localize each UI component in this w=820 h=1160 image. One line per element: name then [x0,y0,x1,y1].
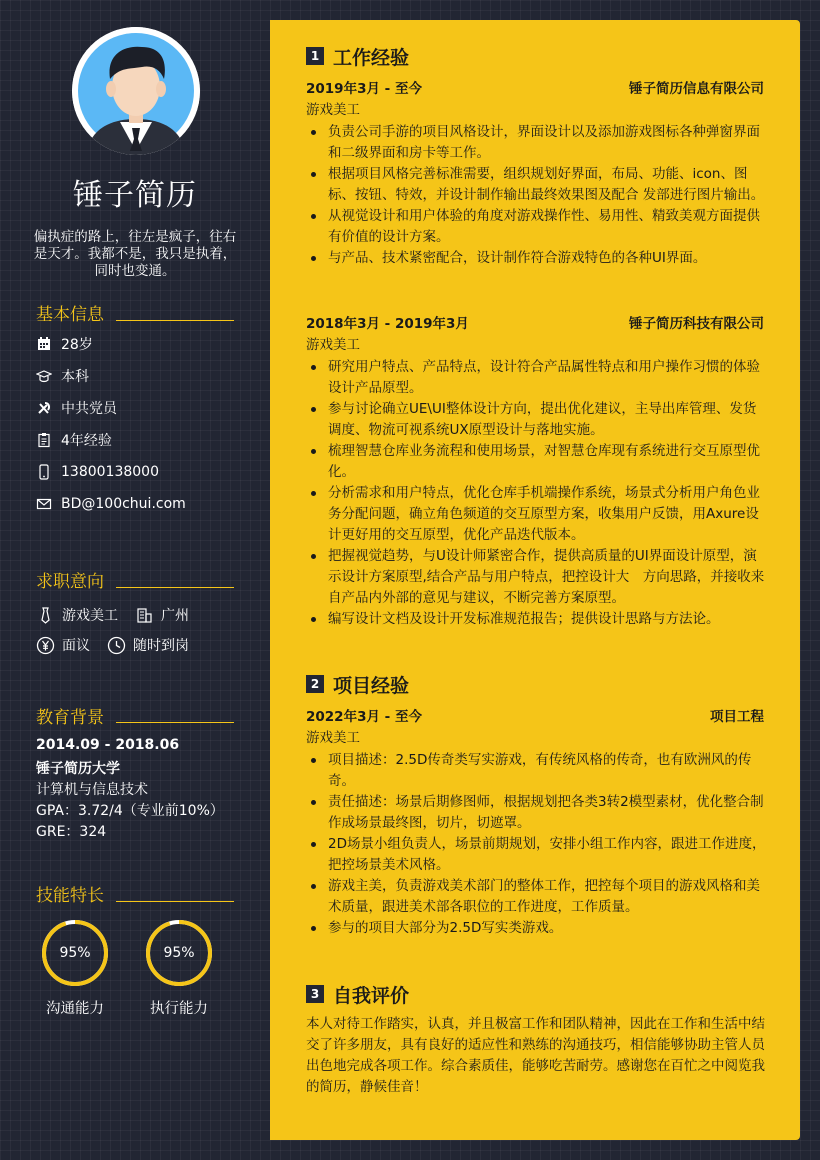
job-role: 游戏美工 [306,102,360,118]
list-item: 参与的项目大部分为2.5D写实类游戏。 [306,918,766,939]
sidebar [0,0,270,1160]
section-title: 工作经验 [333,46,410,69]
job-duties [306,122,766,269]
calendar-icon [36,336,52,352]
info-email[interactable] [36,494,186,514]
skills-title: 技能特长 [36,886,104,906]
job-intent-title: 求职意向 [36,572,104,592]
job-company: 锤子简历信息有限公司 [629,81,764,97]
info-degree [36,366,89,386]
intent-city [135,604,189,626]
motto: 偏执症的路上，往左是疯子，往右是天才。我都不是，我只是执着，同时也变通。 [33,229,237,279]
education-period: 2014.09 - 2018.06 [36,737,180,753]
list-item: 把握视觉趋势，与U设计师紧密合作，提供高质量的UI界面设计原型，演示设计方案原型,结合产品与用户特点，把控设计大 方向思路，并接收来自产品内外部的意见与建议，不断完善方案原型。 [306,546,766,609]
skill-percent: 95% [163,945,195,961]
project-date: 2022年3月 - 至今 [306,709,422,725]
intent-position [36,604,118,626]
list-item: 负责公司手游的项目风格设计，界面设计以及添加游戏图标各种弹窗界面和二级界面和房卡等工作。 [306,122,766,164]
intent-position-text: 游戏美工 [62,608,118,624]
education-gre: GRE：324 [36,824,107,840]
info-experience-text: 4年经验 [61,433,112,449]
candidate-name: 锤子简历 [73,178,197,213]
list-item: 2D场景小组负责人，场景前期规划，安排小组工作内容，跟进工作进度，把控场景美术风格。 [306,834,766,876]
work-section-header [306,44,409,68]
intent-salary [36,634,90,656]
info-age-text: 28岁 [61,337,93,353]
list-item: 参与讨论确立UE\UI整体设计方向，提出优化建议，主导出库管理、发货调度、物流可视系统UX原型设计与落地实施。 [306,399,766,441]
list-item: 研究用户特点、产品特点，设计符合产品属性特点和用户操作习惯的体验设计产品原型。 [306,357,766,399]
education-gpa: GPA：3.72/4（专业前10%） [36,803,224,819]
project-name: 项目工程 [710,709,764,725]
list-item: 根据项目风格完善标准需要，组织规划好界面，布局、功能、icon、图标、按钮、特效，并设计制作输出最终效果图及配合 发部进行图片输出。 [306,164,766,206]
section-number: 2 [306,675,324,693]
project-duties [306,750,766,939]
self-evaluation-text: 本人对待工作踏实，认真，并且极富工作和团队精神，因此在工作和生活中结交了许多朋友，具有良好的适应性和熟练的沟通技巧，相信能够协助主管人员出色地完成各项工作。综合素质佳，能够吃苦耐劳。感谢您在百忙之中阅览我的简历，静候佳音！ [306,1016,765,1095]
list-item: 梳理智慧仓库业务流程和使用场景，对智慧仓库现有系统进行交互原型优化。 [306,441,766,483]
skill-name: 沟通能力 [46,1001,104,1017]
info-politics-text: 中共党员 [61,401,117,417]
avatar [72,27,200,155]
phone-icon [36,464,52,480]
mail-icon [36,496,52,512]
education-major: 计算机与信息技术 [36,782,148,798]
list-item: 游戏主美，负责游戏美术部门的整体工作，把控每个项目的游戏风格和美术质量，跟进美术部各职位的工作进度，工作质量。 [306,876,766,918]
intent-city-text: 广州 [161,608,189,624]
main-panel [270,20,800,1140]
self-section-header [306,982,409,1006]
tie-icon [36,606,55,625]
section-number: 3 [306,985,324,1003]
building-icon [135,606,154,625]
job-company: 锤子简历科技有限公司 [629,316,764,332]
section-divider [116,901,234,902]
education-title: 教育背景 [36,708,104,728]
section-title: 自我评价 [333,984,410,1007]
info-experience [36,430,112,450]
list-item: 从视觉设计和用户体验的角度对游戏操作性、易用性、精致美观方面提供有价值的设计方案。 [306,206,766,248]
job-date: 2018年3月 - 2019年3月 [306,316,469,332]
section-number: 1 [306,47,324,65]
info-degree-text: 本科 [61,369,89,385]
clock-icon [107,636,126,655]
education-school: 锤子简历大学 [36,761,120,777]
graduation-cap-icon [36,368,52,384]
list-item: 责任描述：场景后期修图师，根据规划把各类3转2模型素材，优化整合制作成场景最终图，切片，切遮罩。 [306,792,766,834]
list-item: 编写设计文档及设计开发标准规范报告；提供设计思路与方法论。 [306,609,766,630]
list-item: 与产品、技术紧密配合，设计制作符合游戏特色的各种UI界面。 [306,248,766,269]
intent-availability-text: 随时到岗 [133,638,189,654]
section-divider [116,587,234,588]
avatar-image [72,27,200,155]
section-title: 项目经验 [333,674,410,697]
section-divider [116,320,234,321]
basic-info-title: 基本信息 [36,305,104,325]
job-duties [306,357,766,630]
intent-availability [107,634,189,656]
info-email-text: BD@100chui.com [61,496,186,512]
clipboard-icon [36,432,52,448]
yen-icon [36,636,55,655]
skill-percent: 95% [59,945,91,961]
info-age [36,334,93,354]
job-role: 游戏美工 [306,337,360,353]
intent-salary-text: 面议 [62,638,90,654]
project-section-header [306,672,409,696]
list-item: 分析需求和用户特点，优化仓库手机端操作系统，场景式分析用户角色业务分配问题，确立角色频道的交互原型方案，收集用户反馈，用Axure设计更好用的交互原型，优化产品迭代版本。 [306,483,766,546]
info-phone-text: 13800138000 [61,464,159,480]
party-emblem-icon [36,400,52,416]
skill-name: 执行能力 [150,1001,208,1017]
job-date: 2019年3月 - 至今 [306,81,422,97]
section-divider [116,722,234,723]
project-role: 游戏美工 [306,730,360,746]
info-phone[interactable] [36,462,159,482]
list-item: 项目描述：2.5D传奇类写实游戏，有传统风格的传奇，也有欧洲风的传奇。 [306,750,766,792]
info-politics [36,398,117,418]
